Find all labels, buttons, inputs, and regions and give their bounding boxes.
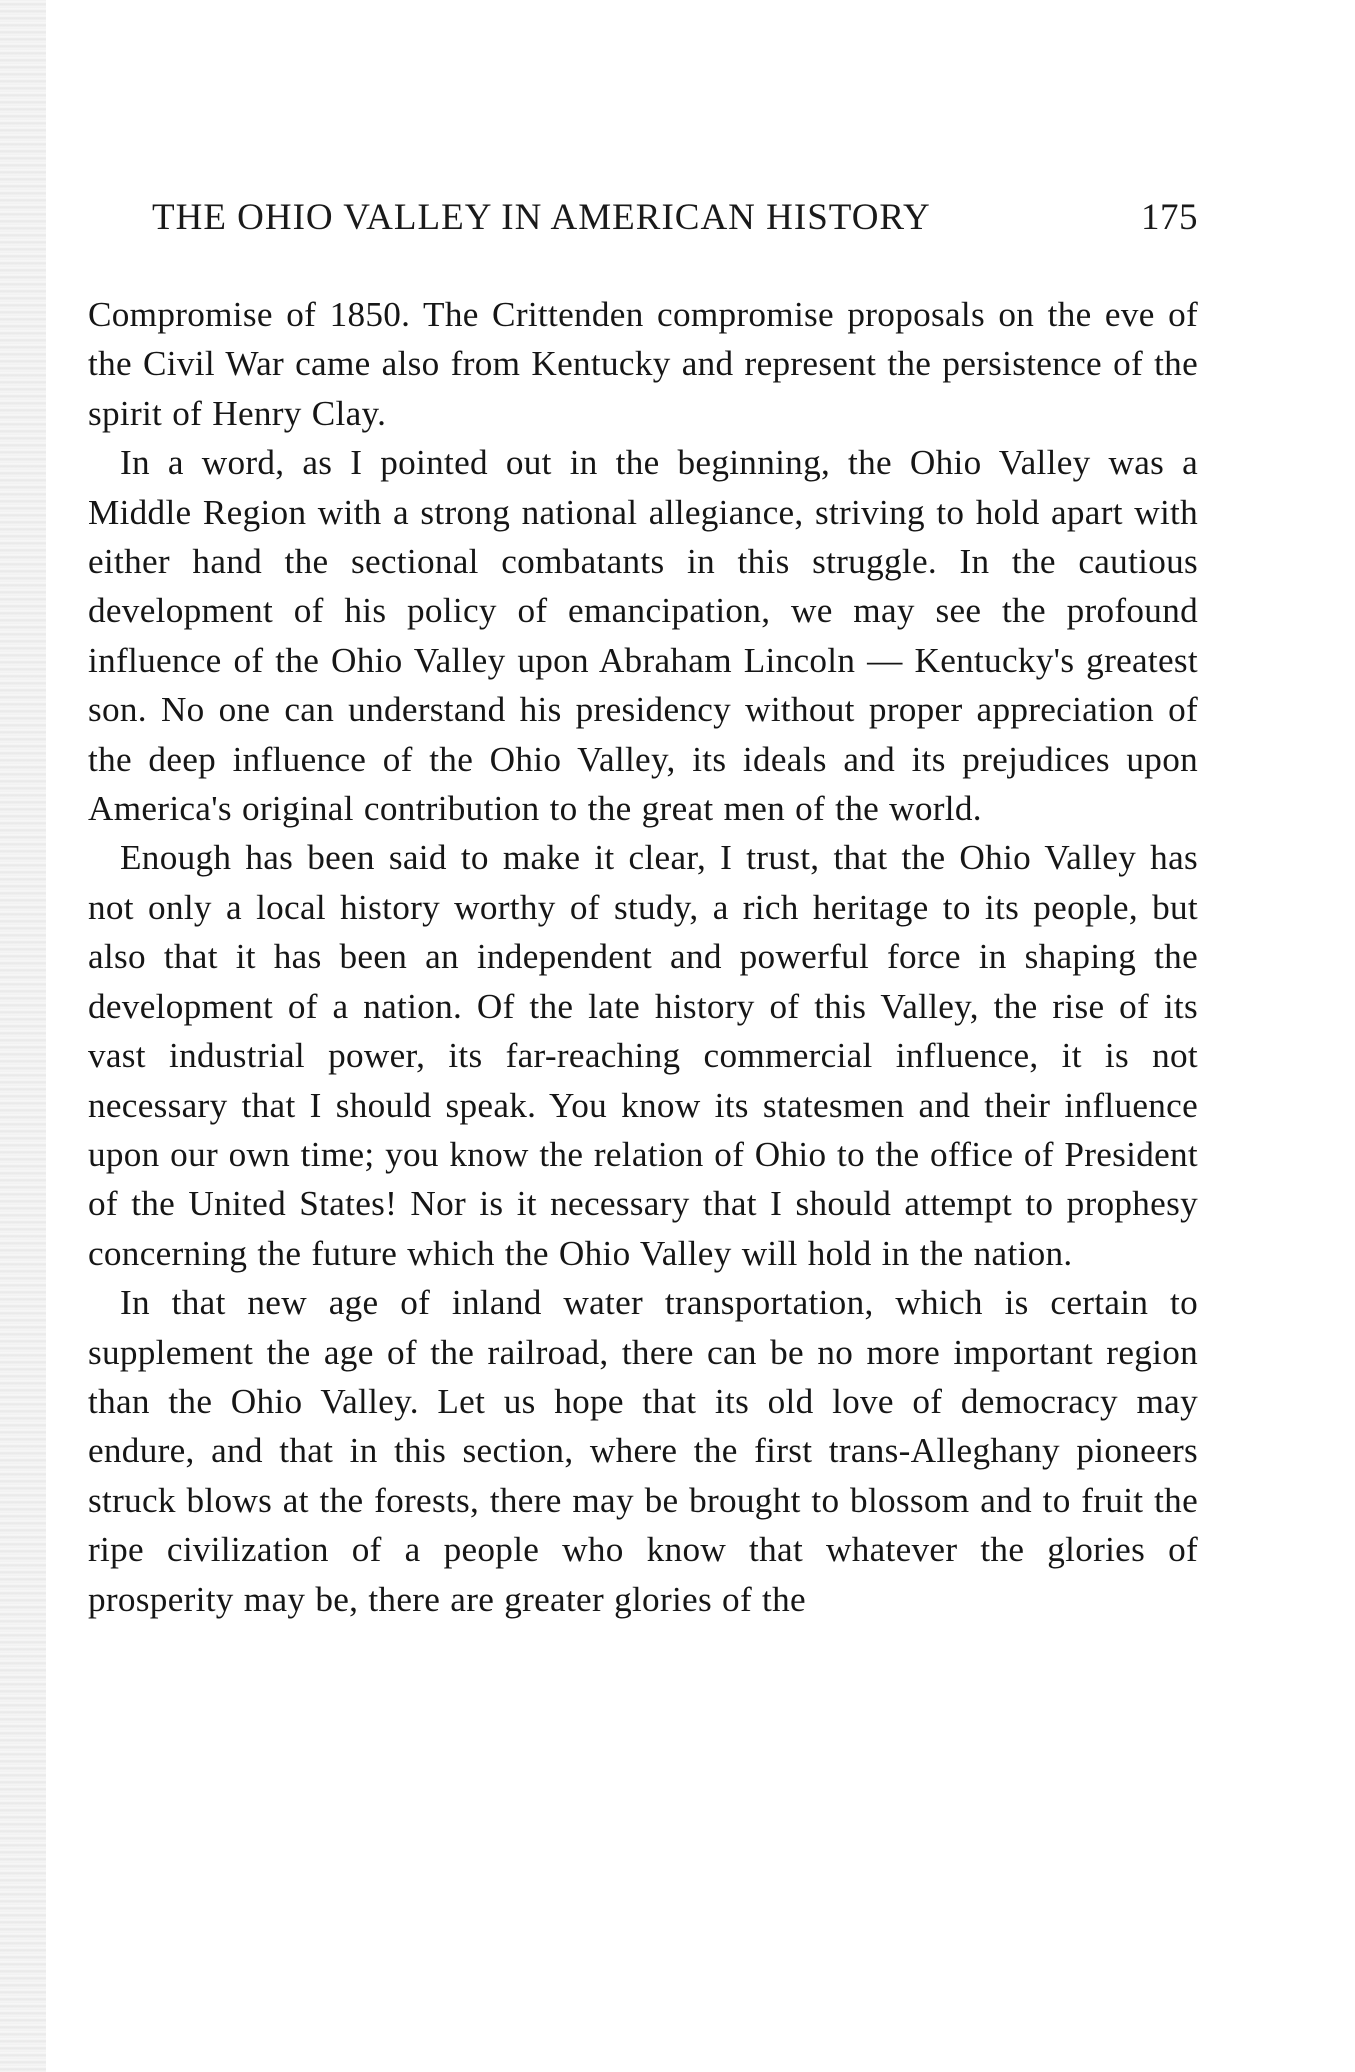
running-header (152, 196, 1198, 239)
running-title: THE OHIO VALLEY IN AMERICAN HISTORY (152, 197, 931, 238)
page-number: 175 (1141, 197, 1198, 238)
book-page (88, 0, 1200, 2072)
paragraph-4: In that new age of inland water transportation, which is certain to supplement the age of the railroad, there can be no more important region than the Ohio Valley. Let us hope that its old love of democracy may endure, and that in this section, where the first trans-Alleghany pioneers struck blows at the forests, there may be brought to blossom and to fruit the ripe civilization of a people who know that whatever the glories of prosperity may be, there are greater glories of the (88, 1283, 1198, 1619)
body-text (88, 290, 1198, 1624)
paragraph-1: Compromise of 1850. The Crittenden compromise proposals on the eve of the Civil War came also from Kentucky and represent the persistence of the spirit of Henry Clay. (88, 295, 1198, 433)
scan-edge-gutter (0, 0, 46, 2072)
paragraph-2: In a word, as I pointed out in the beginning, the Ohio Valley was a Middle Region with a strong national allegiance, striving to hold apart with either hand the sectional combatants in this struggle. In the cautious development of his policy of emancipation, we may see the profound influence of the Ohio Valley upon Abraham Lincoln — Kentucky's greatest son. No one can understand his presidency without proper appreciation of the deep influence of the Ohio Valley, its ideals and its prejudices upon America's original contribution to the great men of the world. (88, 443, 1198, 829)
paragraph-3: Enough has been said to make it clear, I trust, that the Ohio Valley has not only a local history worthy of study, a rich heritage to its people, but also that it has been an independent and powerful force in shaping the development of a nation. Of the late history of this Valley, the rise of its vast industrial power, its far-reaching commercial influence, it is not necessary that I should speak. You know its statesmen and their influence upon our own time; you know the relation of Ohio to the office of President of the United States! Nor is it necessary that I should attempt to prophesy concerning the future which the Ohio Valley will hold in the nation. (88, 838, 1198, 1273)
